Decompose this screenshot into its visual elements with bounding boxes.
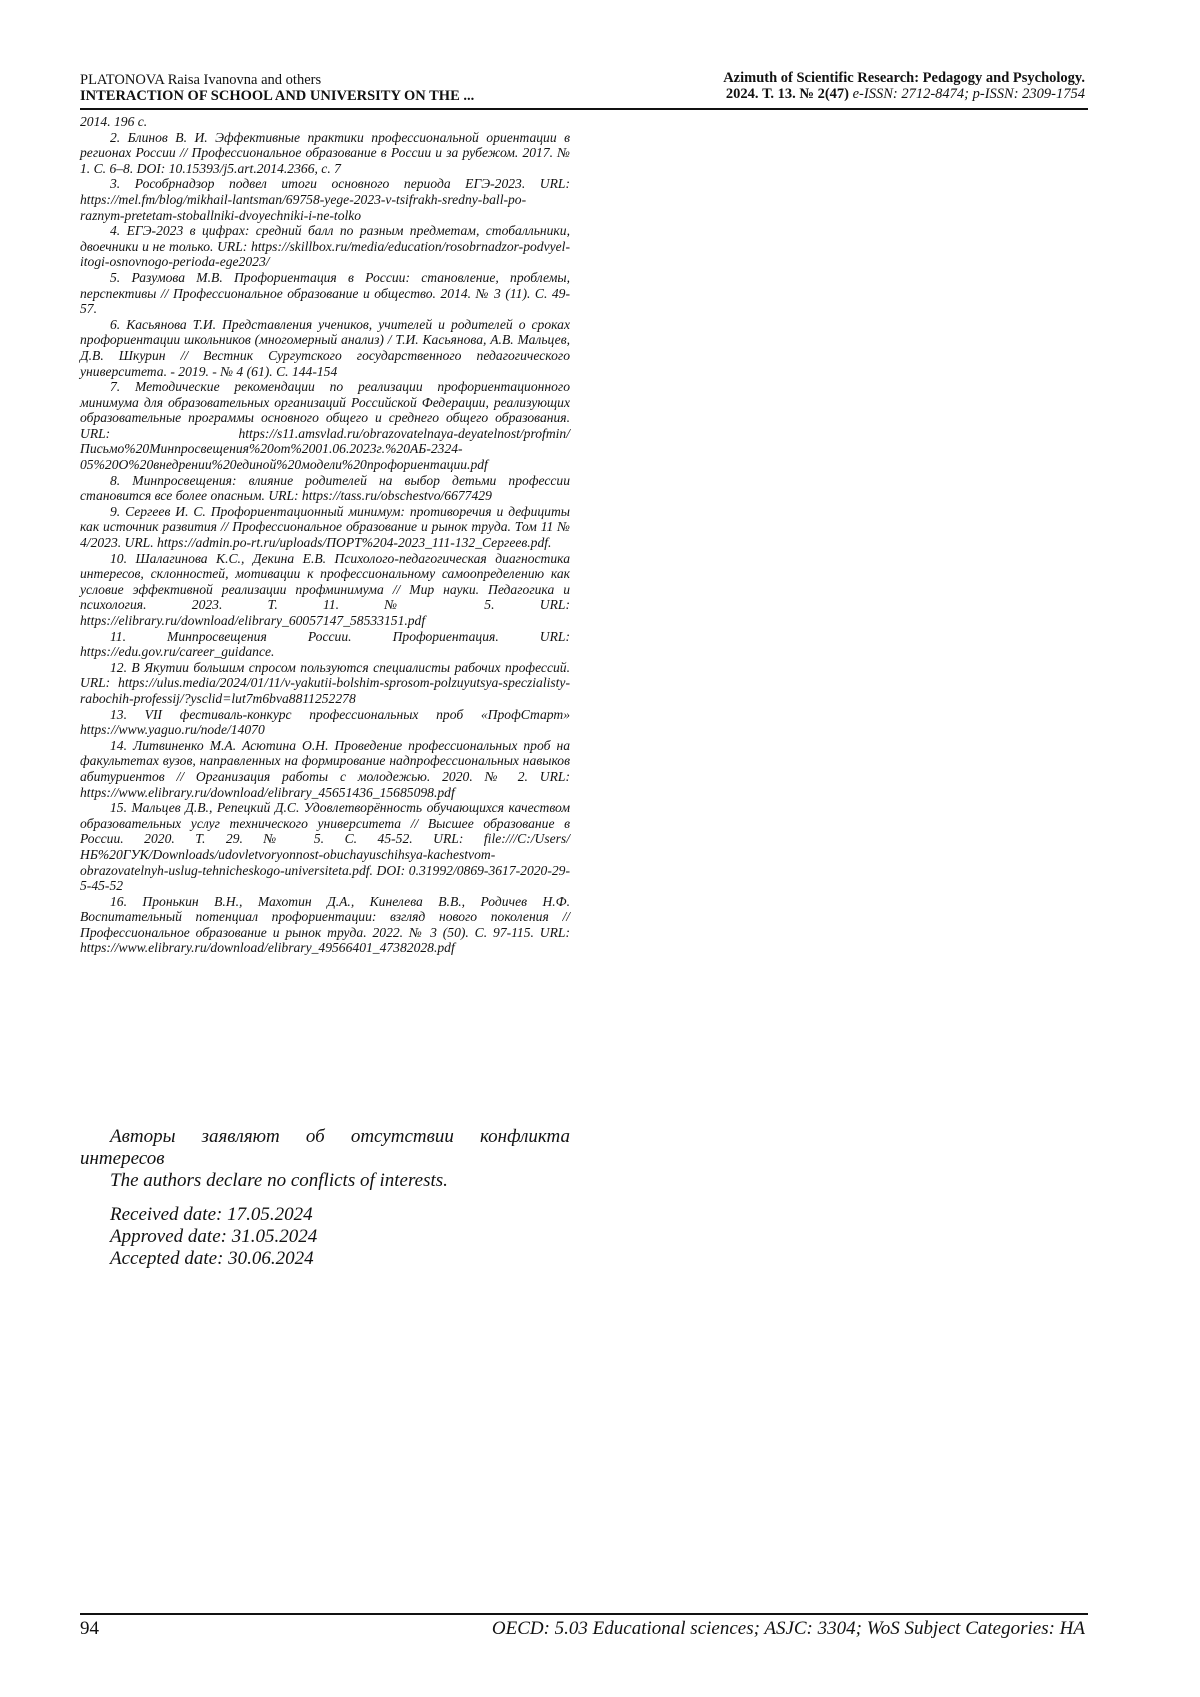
- approved-date: Approved date: 31.05.2024: [110, 1226, 318, 1247]
- running-header-right: [723, 70, 1085, 102]
- reference-item: 2. Блинов В. И. Эффективные практики профессиональной ориентации в регионах России // Профессиональное образование в России и за рубежом. 2017. № 1. С. 6–8. DOI: 10.15393/j5.art.2014.2366, с. 7: [80, 129, 570, 176]
- received-date: Received date: 17.05.2024: [110, 1204, 313, 1225]
- accepted-date: Accepted date: 30.06.2024: [110, 1248, 314, 1269]
- reference-list: [80, 114, 570, 956]
- subject-classification: OECD: 5.03 Educational sciences; ASJC: 3304; WoS Subject Categories: HA: [491, 1618, 1085, 1639]
- page-number: 94: [80, 1618, 99, 1639]
- reference-item: 7. Методические рекомендации по реализации профориентационного минимума для образовательных организаций Российской Федерации, реализующих образовательные программы основного общего и среднего общего образования. URL: https://s11.amsvlad.ru/obrazovatelnaya-deyatelnost/profmin/Письмо%20Минпросвещения%20от%2001.06.2023г.%20АБ-2324-05%20О%20внедрении%20единой%20модели%20профориентации.pdf: [80, 379, 570, 473]
- reference-item: 10. Шалагинова К.С., Декина Е.В. Психолого-педагогическая диагностика интересов, склонностей, мотивации к профессиональному самоопределению как условие эффективной реализации профминимума // Мир науки. Педагогика и психология. 2023. Т. 11. № 5. URL: https://elibrary.ru/download/elibrary_60057147_58533151.pdf: [80, 550, 570, 628]
- reference-item: 3. Рособрнадзор подвел итоги основного периода ЕГЭ-2023. URL: https://mel.fm/blog/mikhail-lantsman/69758-yege-2023-v-tsifrakh-sredny-ball-po-raznym-pretetam-stoballniki-dvoyechniki-i-ne-tolko: [80, 176, 570, 223]
- running-header-left: [80, 72, 474, 104]
- reference-item: 8. Минпросвещения: влияние родителей на выбор детьми профессии становится все более опасным. URL: https://tass.ru/obschestvo/6677429: [80, 472, 570, 504]
- reference-item: 12. В Якутии большим спросом пользуются специалисты рабочих профессий. URL: https://ulus.media/2024/01/11/v-yakutii-bolshim-sprosom-polzuyutsya-speczialisty-rabochih-professij/?ysclid=lut7m6bva8811252278: [80, 659, 570, 706]
- article-dates: [110, 1204, 317, 1270]
- reference-item: 4. ЕГЭ-2023 в цифрах: средний балл по разным предметам, стобалльники, двоечники и не только. URL: https://skillbox.ru/media/education/rosobrnadzor-podvyel-itogi-osnovnogo-perioda-ege2023/: [80, 223, 570, 270]
- header-rule: [80, 108, 1088, 110]
- header-issue: 2024. Т. 13. № 2(47): [725, 86, 849, 102]
- reference-item: 6. Касьянова Т.И. Представления учеников, учителей и родителей о сроках профориентации школьников (многомерный анализ) / Т.И. Касьянова, А.В. Мальцев, Д.В. Шкурин // Вестник Сургутского государственного педагогического университета. - 2019. - № 4 (61). С. 144-154: [80, 316, 570, 379]
- reference-item: 11. Минпросвещения России. Профориентация. URL: https://edu.gov.ru/career_guidance.: [80, 628, 570, 660]
- header-issue-line: [723, 86, 1085, 102]
- reference-item: 14. Литвиненко М.А. Асютина О.Н. Проведение профессиональных проб на факультетах вузов, направленных на формирование надпрофессиональных навыков абитуриентов // Организация работы с молодежью. 2020. № 2. URL: https://www.elibrary.ru/download/elibrary_45651436_15685098.pdf: [80, 737, 570, 800]
- conflict-ru: Авторы заявляют об отсутствии конфликта интересов: [80, 1126, 570, 1169]
- reference-carryover: 2014. 196 с.: [80, 114, 148, 129]
- reference-item: 13. VII фестиваль-конкурс профессиональных проб «ПрофСтарт» https://www.yaguo.ru/node/14070: [80, 706, 570, 738]
- reference-item: 16. Пронькин В.Н., Махотин Д.А., Кинелева В.В., Родичев Н.Ф. Воспитательный потенциал профориентации: взгляд нового поколения // Профессиональное образование и рынок труда. 2022. № 3 (50). С. 97-115. URL: https://www.elibrary.ru/download/elibrary_49566401_47382028.pdf: [80, 893, 570, 956]
- header-issn: e-ISSN: 2712-8474; p-ISSN: 2309-1754: [852, 86, 1085, 102]
- header-author: PLATONOVA Raisa Ivanovna and others: [80, 72, 322, 88]
- footer-rule: [80, 1613, 1088, 1615]
- header-article-title: INTERACTION OF SCHOOL AND UNIVERSITY ON THE ...: [80, 88, 475, 104]
- conflict-en: The authors declare no conflicts of interests.: [110, 1170, 448, 1191]
- conflict-statement: [80, 1126, 570, 1192]
- header-journal: Azimuth of Scientific Research: Pedagogy and Psychology.: [723, 70, 1085, 86]
- reference-item: 5. Разумова М.В. Профориентация в России: становление, проблемы, перспективы // Профессиональное образование и общество. 2014. № 3 (11). С. 49-57.: [80, 269, 570, 317]
- reference-item: 15. Мальцев Д.В., Репецкий Д.С. Удовлетворённость обучающихся качеством образовательных услуг технического университета // Высшее образование в России. 2020. Т. 29. № 5. С. 45-52. URL: file:///C:/Users/НБ%20ГУК/Downloads/udovletvoryonnost-obuchayuschihsya-kachestvom-obrazovatelnyh-uslug-tehnicheskogo-universiteta.pdf. DOI: 0.31992/0869-3617-2020-29-5-45-52: [80, 800, 570, 894]
- reference-item: 9. Сергеев И. С. Профориентационный минимум: противоречия и дефициты как источник развития // Профессиональное образование и рынок труда. Том 11 № 4/2023. URL. https://admin.po-rt.ru/uploads/ПОРТ%204-2023_111-132_Сергеев.pdf.: [80, 503, 570, 551]
